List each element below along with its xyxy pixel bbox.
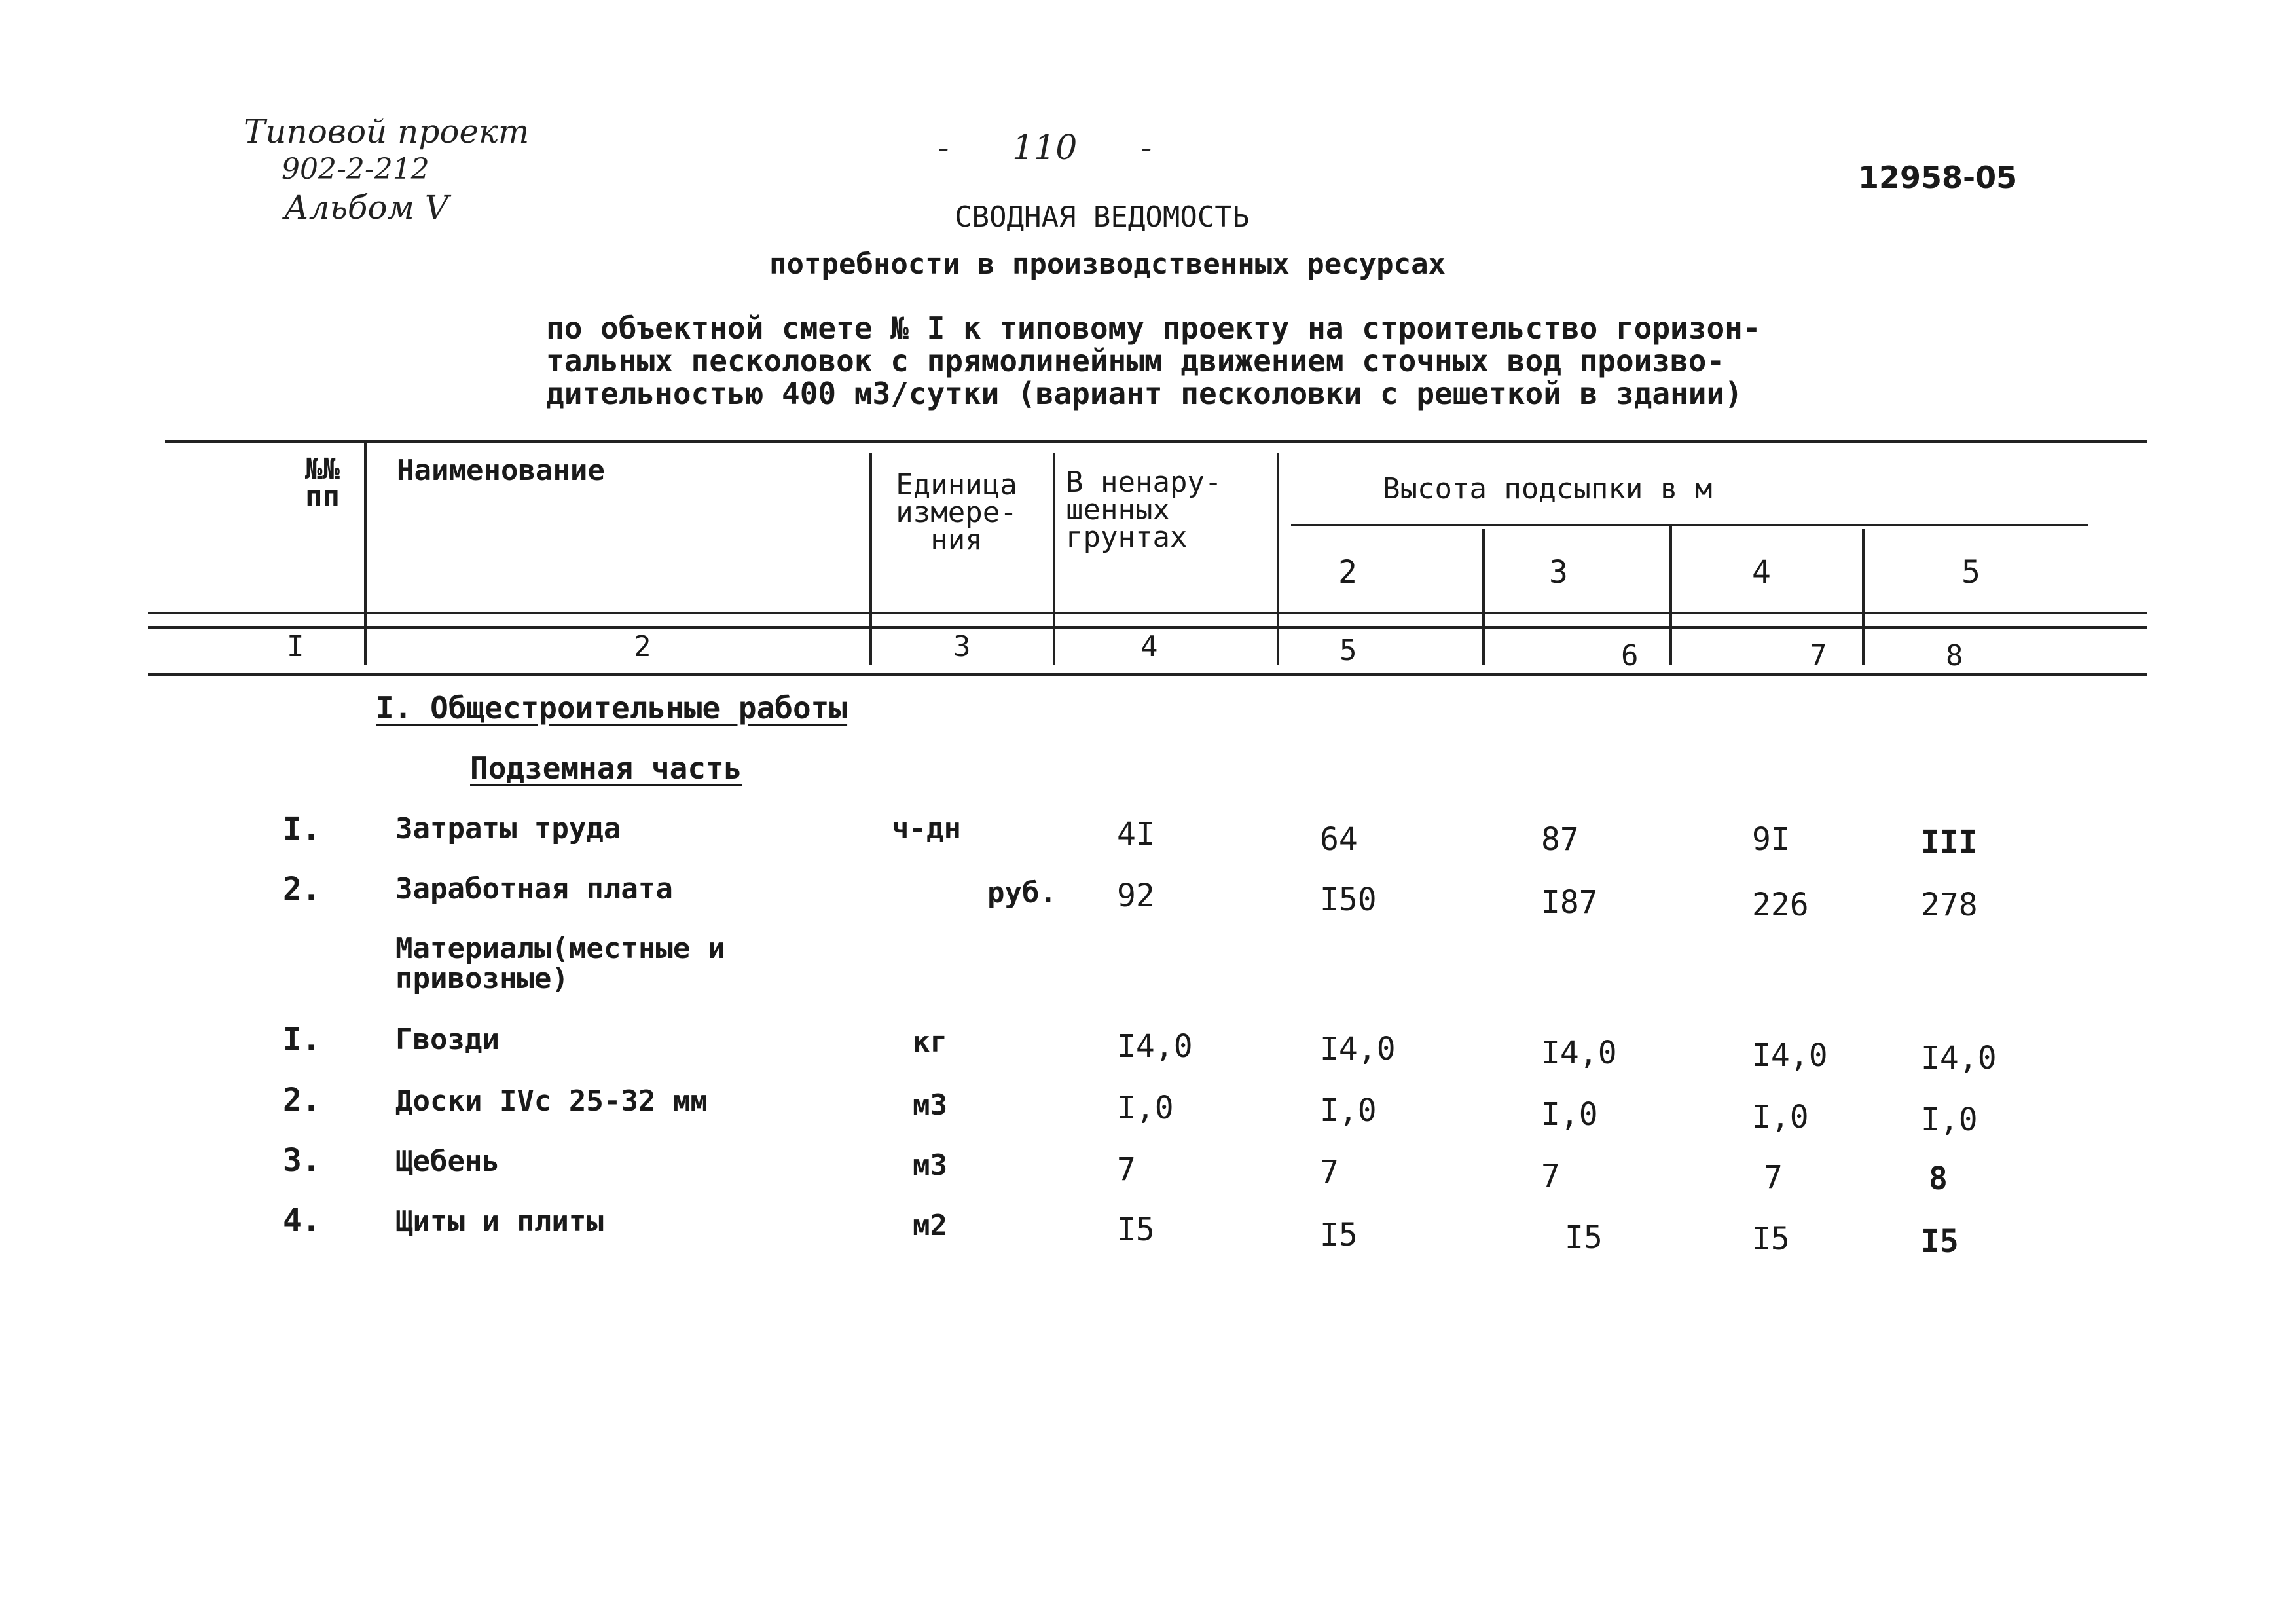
row-value: I,0: [1752, 1099, 1809, 1135]
row-value: I,0: [1921, 1101, 1978, 1138]
row-value: I4,0: [1117, 1028, 1193, 1065]
header-undisturbed: В ненару- шенных грунтах: [1066, 466, 1222, 554]
project-stamp: [244, 113, 529, 227]
row-value: I4,0: [1541, 1035, 1617, 1071]
row-num: 3.: [283, 1142, 321, 1179]
header-group-rule: [1291, 524, 2088, 526]
column-number: 2: [634, 630, 651, 663]
header-fill-height-value: 4: [1752, 554, 1771, 591]
col-divider: [1482, 529, 1485, 665]
col-divider: [1277, 453, 1279, 665]
col-divider: [1053, 453, 1055, 665]
row-value: 7: [1320, 1154, 1339, 1190]
estimate-description: [546, 312, 1761, 410]
row-value: I5: [1752, 1221, 1790, 1257]
row-value: 7: [1117, 1151, 1136, 1188]
column-number: I: [287, 630, 304, 663]
row-unit: руб.: [987, 876, 1057, 910]
row-value: 92: [1117, 877, 1155, 914]
column-number: 6: [1621, 639, 1639, 673]
description-line: по объектной смете № I к типовому проекту на строительство горизон-: [546, 310, 1761, 346]
row-name: Гвозди: [395, 1023, 500, 1056]
section-title-text: I. Общестроительные работы: [376, 690, 848, 726]
col-divider: [1669, 524, 1672, 665]
page-number: - 110 -: [938, 128, 1152, 168]
row-name: Щебень: [395, 1145, 500, 1178]
row-value: 87: [1541, 821, 1579, 858]
row-name: Заработная плата: [395, 872, 673, 906]
row-name: Затраты труда: [395, 812, 621, 845]
header-fill-height-value: 3: [1549, 554, 1568, 591]
row-unit: м2: [913, 1209, 947, 1242]
row-value: I,0: [1117, 1090, 1174, 1126]
stamp-project-type: Типовой проект: [244, 113, 530, 151]
header-fill-height: Высота подсыпки в м: [1383, 472, 1713, 506]
header-fill-height-value: 2: [1338, 554, 1357, 591]
row-value: I50: [1320, 881, 1377, 918]
row-value: 8: [1929, 1160, 1948, 1197]
row-num: 2.: [283, 1082, 321, 1118]
stamp-album: Альбом V: [284, 189, 449, 227]
row-unit: кг: [913, 1025, 947, 1059]
col-divider: [364, 443, 367, 665]
header-num: №№ пп: [305, 452, 340, 513]
row-num: I.: [283, 811, 321, 847]
subsection-title: Подземная часть: [470, 750, 742, 786]
row-value: 9I: [1752, 821, 1790, 858]
row-value: 7: [1764, 1159, 1783, 1196]
row-value: I5: [1320, 1217, 1358, 1253]
col-divider: [1862, 529, 1865, 665]
row-value: I5: [1921, 1223, 1959, 1260]
row-value: I4,0: [1921, 1040, 1997, 1077]
description-line: дительностью 400 м3/сутки (вариант песколовки с решеткой в здании): [546, 376, 1743, 411]
row-value: 7: [1541, 1158, 1560, 1194]
header-fill-height-value: 5: [1961, 554, 1980, 591]
row-num: 4.: [283, 1202, 321, 1239]
colnum-top-rule: [148, 626, 2147, 629]
row-unit: м3: [913, 1149, 947, 1182]
row-value: I4,0: [1320, 1031, 1396, 1067]
row-name: Доски IVс 25-32 мм: [395, 1084, 708, 1118]
row-value: I,0: [1541, 1096, 1598, 1133]
section-title: [376, 690, 847, 726]
column-number: 3: [953, 630, 971, 663]
document-title: СВОДНАЯ ВЕДОМОСТЬ: [955, 200, 1250, 234]
document-code: 12958-05: [1858, 160, 2018, 195]
row-value: 226: [1752, 887, 1809, 923]
row-num: I.: [283, 1022, 321, 1058]
row-value: 4I: [1117, 816, 1155, 853]
header-bottom-rule: [148, 612, 2147, 614]
column-number: 5: [1339, 634, 1357, 667]
row-value: I,0: [1320, 1092, 1377, 1129]
document-subtitle: потребности в производственных ресурсах: [769, 248, 1446, 281]
row-value: 278: [1921, 887, 1978, 923]
row-value: III: [1921, 824, 1978, 860]
materials-title: Материалы(местные и привозные): [395, 932, 725, 995]
table-top-rule: [165, 440, 2147, 443]
row-value: I4,0: [1752, 1037, 1828, 1074]
description-line: тальных песколовок с прямолинейным движением сточных вод произво-: [546, 343, 1725, 378]
colnum-bottom-rule: [148, 673, 2147, 676]
row-value: I5: [1565, 1219, 1603, 1256]
row-value: 64: [1320, 821, 1358, 858]
column-number: 7: [1810, 639, 1827, 673]
header-name: Наименование: [397, 454, 605, 487]
row-unit: м3: [913, 1088, 947, 1122]
row-num: 2.: [283, 871, 321, 908]
row-value: I5: [1117, 1211, 1155, 1248]
row-unit: ч-дн: [892, 812, 961, 845]
column-number: 8: [1946, 639, 1963, 673]
row-value: I87: [1541, 884, 1598, 921]
column-number: 4: [1140, 630, 1158, 663]
stamp-project-number: 902-2-212: [282, 153, 429, 186]
row-name: Щиты и плиты: [395, 1205, 604, 1238]
header-unit: Единица измере- ния: [896, 468, 1017, 557]
